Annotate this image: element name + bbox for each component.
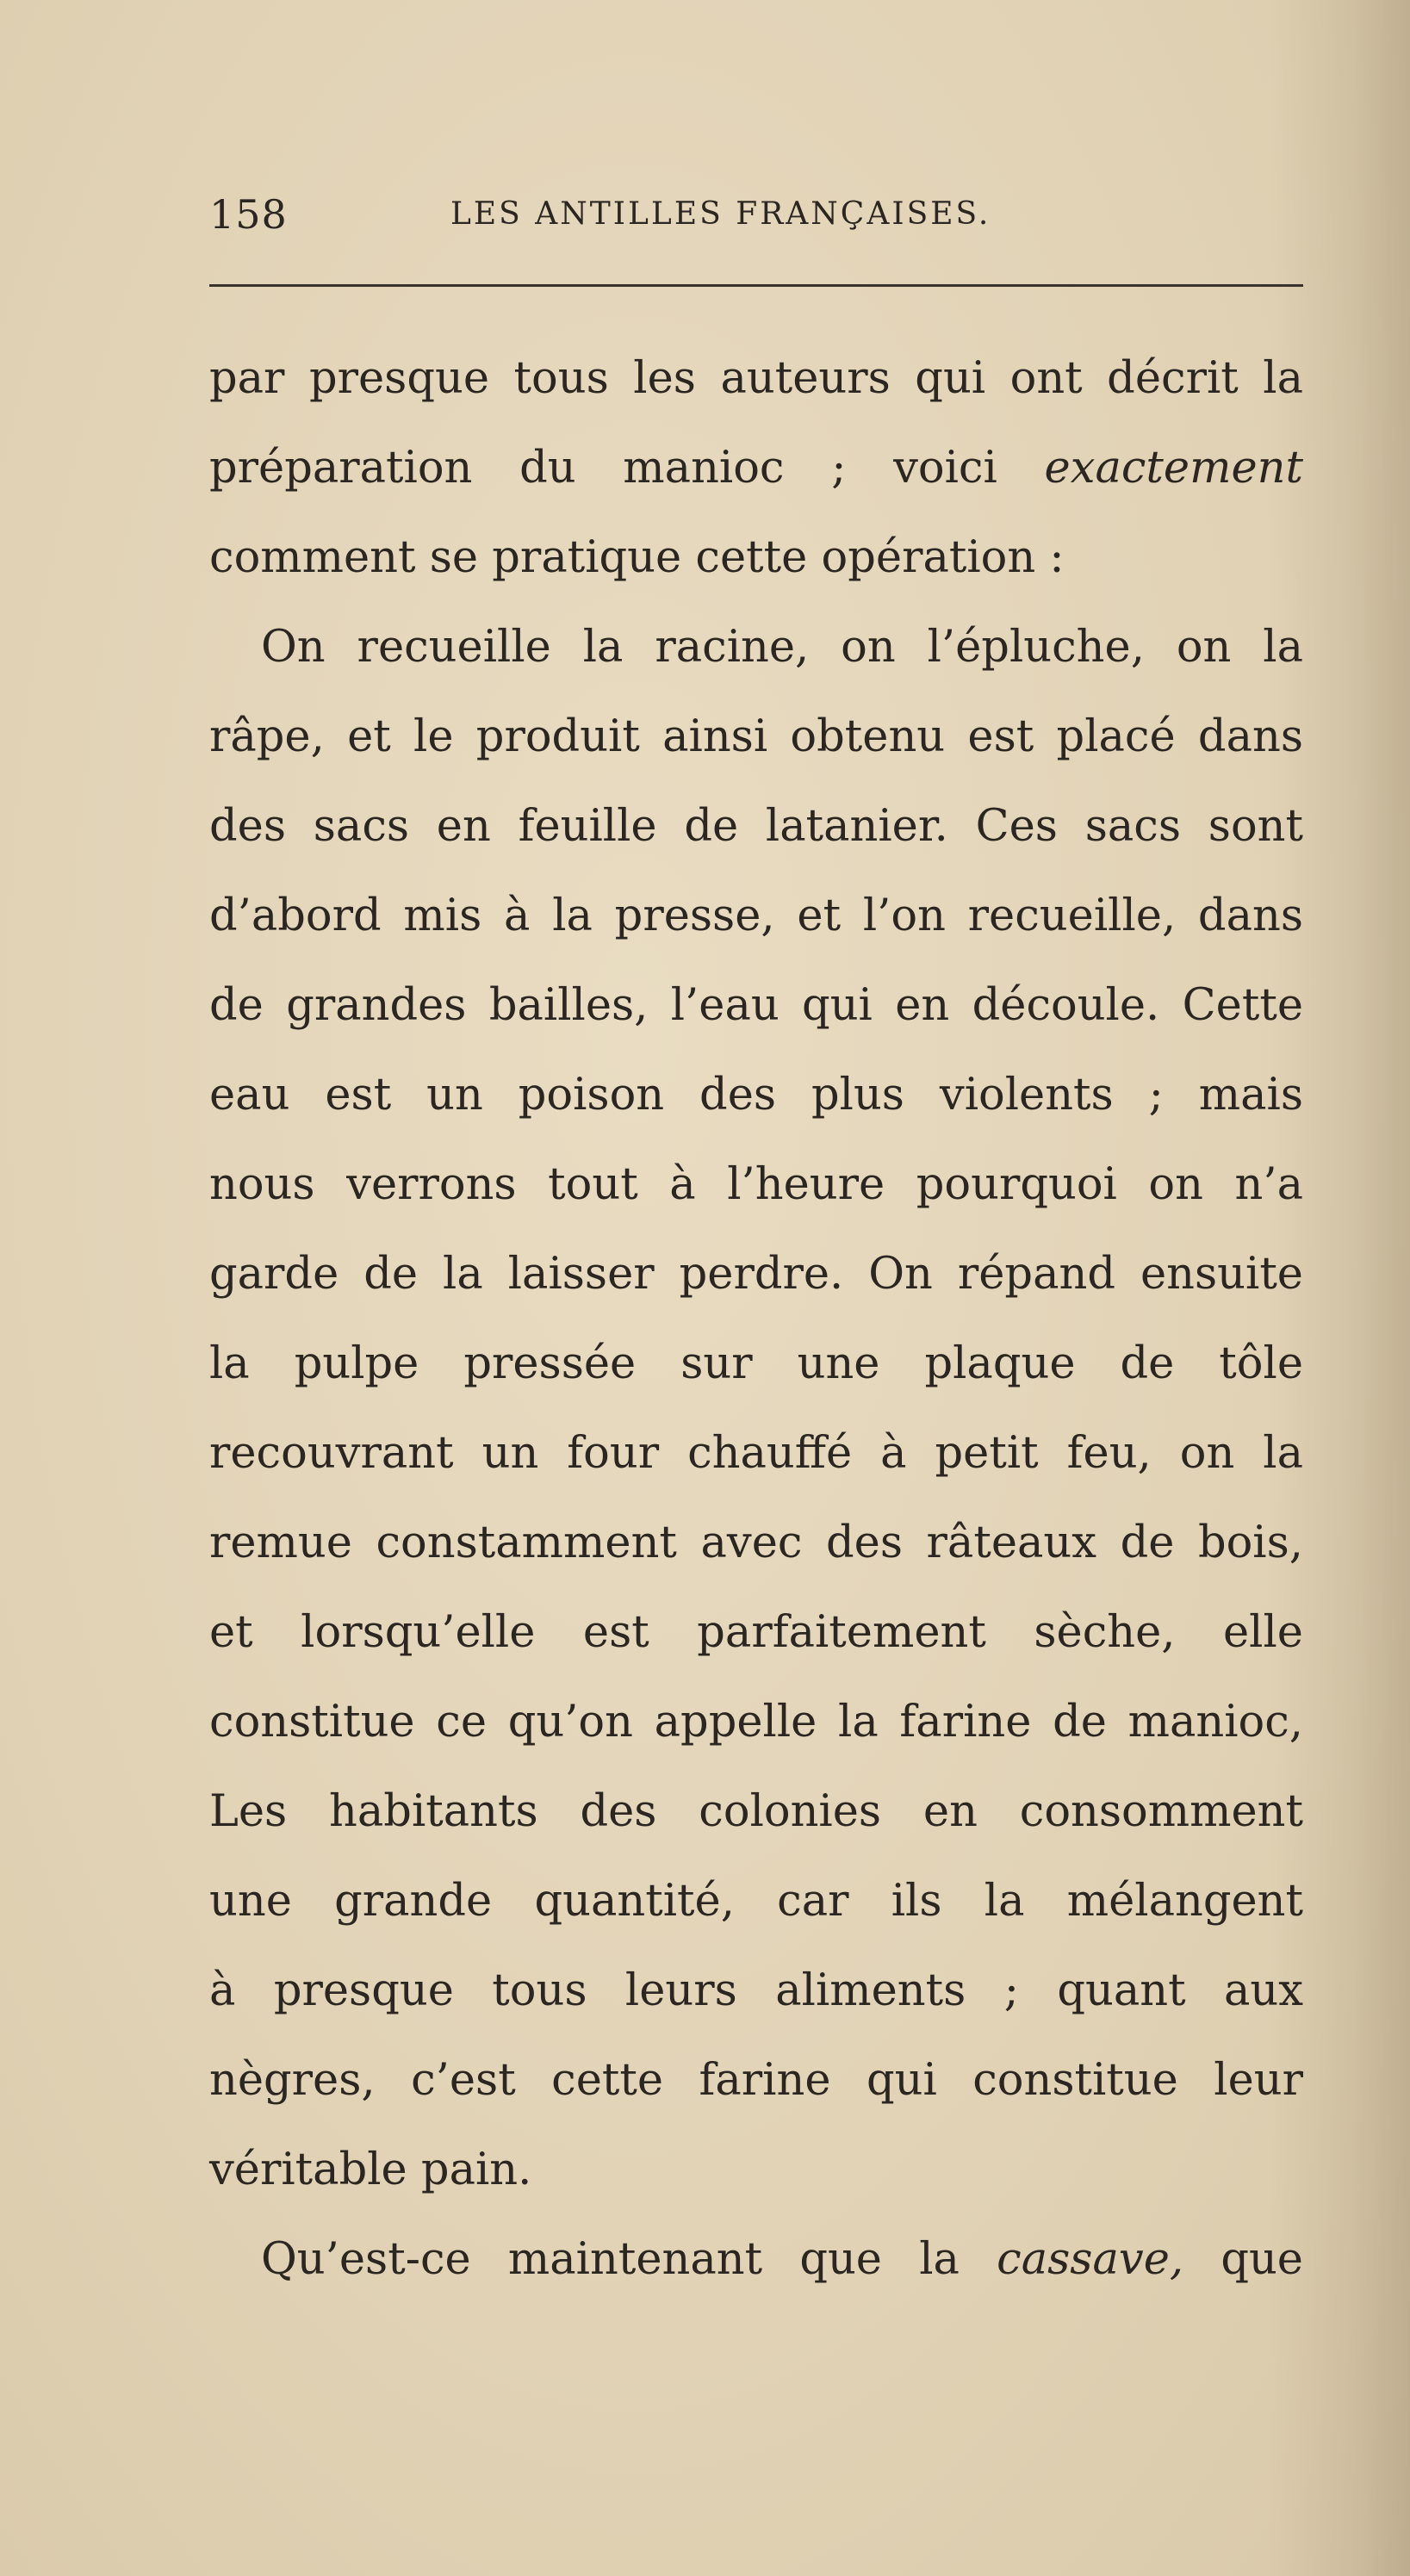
italic-word: cassave, xyxy=(997,2234,1184,2285)
paragraph-start-line xyxy=(209,2215,1303,2305)
text-line: véritable pain. xyxy=(209,2145,532,2195)
text-line: et lorsqu’elle est parfaitement sèche, elle xyxy=(209,1607,1303,1658)
text-line: remue constamment avec des râteaux de bois, xyxy=(209,1518,1303,1568)
text-line: par presque tous les auteurs qui ont décrit la xyxy=(209,353,1303,404)
text-segment: préparation du manioc ; voici xyxy=(209,443,997,493)
page-number: 158 xyxy=(209,191,288,238)
text-line: constitue ce qu’on appelle la farine de manioc, xyxy=(209,1697,1303,1747)
body-text xyxy=(209,334,1303,2305)
text-line xyxy=(209,424,1303,513)
running-head xyxy=(209,191,1303,243)
text-line: de grandes bailles, l’eau qui en découle. Cette xyxy=(209,980,1303,1031)
text-segment: Qu’est-ce maintenant que la xyxy=(261,2234,960,2285)
text-line: d’abord mis à la presse, et l’on recueille, dans xyxy=(209,891,1303,941)
text-line: nous verrons tout à l’heure pourquoi on n’a xyxy=(209,1159,1303,1210)
text-line: eau est un poison des plus violents ; mais xyxy=(209,1070,1303,1120)
text-line: garde de la laisser perdre. On répand ensuite xyxy=(209,1249,1303,1300)
paragraph-start-line: On recueille la racine, on l’épluche, on la xyxy=(261,622,1303,673)
text-line: la pulpe pressée sur une plaque de tôle xyxy=(209,1338,1303,1389)
text-line: râpe, et le produit ainsi obtenu est placé dans xyxy=(209,711,1303,762)
text-line: recouvrant un four chauffé à petit feu, on la xyxy=(209,1428,1303,1479)
text-line: comment se pratique cette opération : xyxy=(209,532,1065,583)
text-line: nègres, c’est cette farine qui constitue leur xyxy=(209,2055,1303,2106)
text-line: à presque tous leurs aliments ; quant aux xyxy=(209,1965,1303,2016)
text-line: une grande quantité, car ils la mélangent xyxy=(209,1876,1303,1927)
italic-word: exactement xyxy=(1044,443,1303,493)
text-line: des sacs en feuille de latanier. Ces sacs sont xyxy=(209,801,1303,852)
text-line: Les habitants des colonies en consomment xyxy=(209,1786,1303,1837)
text-segment: que xyxy=(1221,2234,1303,2285)
header-rule xyxy=(209,284,1303,287)
running-title: LES ANTILLES FRANÇAISES. xyxy=(450,196,991,232)
